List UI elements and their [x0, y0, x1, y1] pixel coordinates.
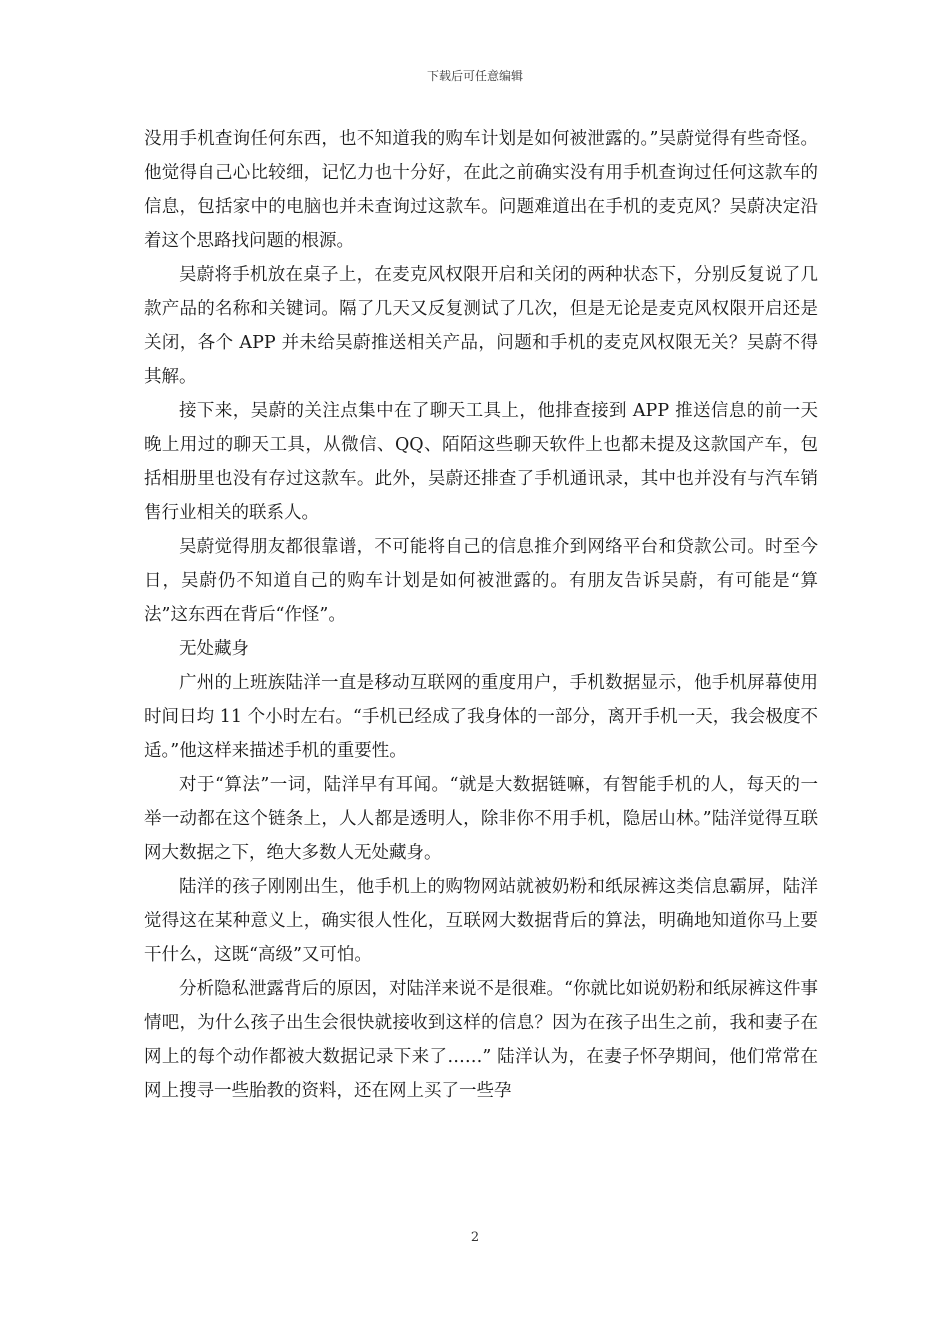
page-number: 2 — [470, 1230, 480, 1245]
paragraph-2: 吴蔚将手机放在桌子上，在麦克风权限开启和关闭的两种状态下，分别反复说了几款产品的名称和关键词。隔了几天又反复测试了几次，但是无论是麦克风权限开启还是关闭，各个 APP 并未给吴蔚推送相关产品，问题和手机的麦克风权限无关？吴蔚不得其解。 — [144, 265, 818, 387]
paragraph-5: 广州的上班族陆洋一直是移动互联网的重度用户，手机数据显示，他手机屏幕使用时间日均 11 个小时左右。“手机已经成了我身体的一部分，离开手机一天，我会极度不适。”他这样来描述手机的重要性。 — [144, 673, 818, 761]
paragraph-4: 吴蔚觉得朋友都很靠谱，不可能将自己的信息推介到网络平台和贷款公司。时至今日，吴蔚仍不知道自己的购车计划是如何被泄露的。有朋友告诉吴蔚，有可能是“算法”这东西在背后“作怪”。 — [144, 537, 818, 625]
paragraph-8: 分析隐私泄露背后的原因，对陆洋来说不是很难。“你就比如说奶粉和纸尿裤这件事情吧，为什么孩子出生会很快就接收到这样的信息？因为在孩子出生之前，我和妻子在网上的每个动作都被大数据记录下来了……” 陆洋认为，在妻子怀孕期间，他们常常在网上搜寻一些胎教的资料，还在网上买了一些孕 — [144, 979, 818, 1101]
paragraph-3: 接下来，吴蔚的关注点集中在了聊天工具上，他排查接到 APP 推送信息的前一天晚上用过的聊天工具，从微信、QQ、陌陌这些聊天软件上也都未提及这款国产车，包括相册里也没有存过这款车。此外，吴蔚还排查了手机通讯录，其中也并没有与汽车销售行业相关的联系人。 — [144, 401, 818, 523]
section-heading: 无处藏身 — [179, 639, 249, 659]
document-body — [144, 122, 818, 1108]
page-header: 下载后可任意编辑 — [426, 69, 523, 83]
paragraph-6: 对于“算法”一词，陆洋早有耳闻。“就是大数据链嘛，有智能手机的人，每天的一举一动都在这个链条上，人人都是透明人，除非你不用手机，隐居山林。”陆洋觉得互联网大数据之下，绝大多数人无处藏身。 — [144, 775, 818, 863]
paragraph-7: 陆洋的孩子刚刚出生，他手机上的购物网站就被奶粉和纸尿裤这类信息霸屏，陆洋觉得这在某种意义上，确实很人性化，互联网大数据背后的算法，明确地知道你马上要干什么，这既“高级”又可怕。 — [144, 877, 818, 965]
paragraph-1: 没用手机查询任何东西，也不知道我的购车计划是如何被泄露的。”吴蔚觉得有些奇怪。他觉得自己心比较细，记忆力也十分好，在此之前确实没有用手机查询过任何这款车的信息，包括家中的电脑也并未查询过这款车。问题难道出在手机的麦克风？吴蔚决定沿着这个思路找问题的根源。 — [144, 129, 818, 251]
